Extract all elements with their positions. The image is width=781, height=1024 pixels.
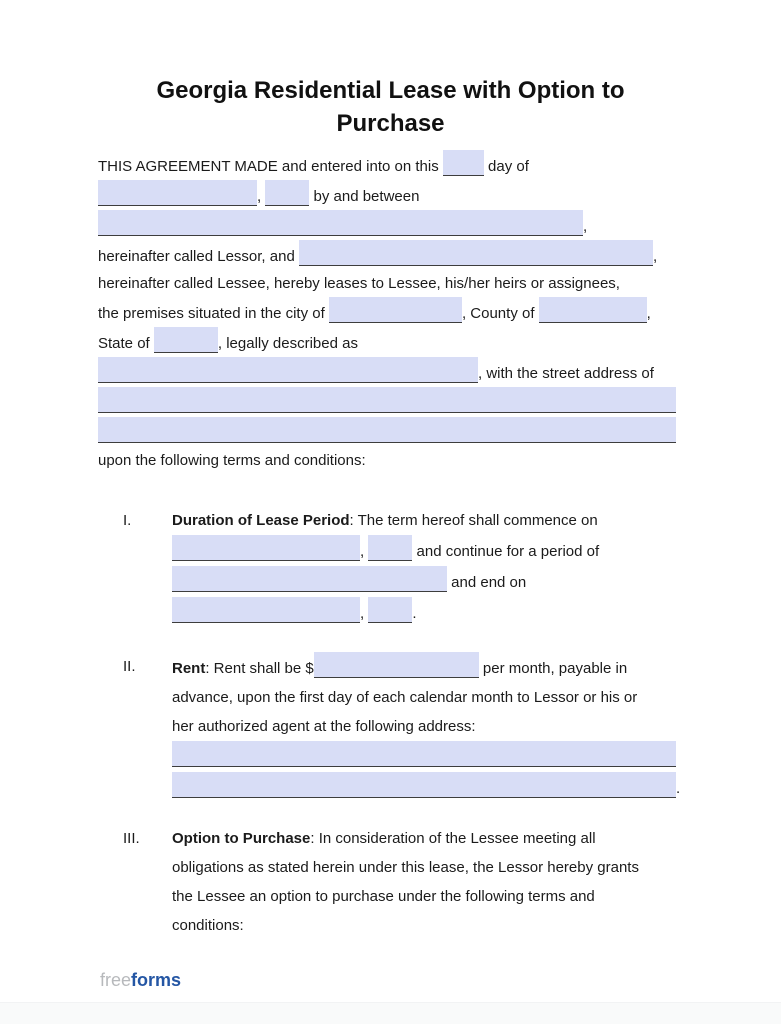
- intro-paragraph: [98, 150, 698, 474]
- option-line-2-text: obligations as stated herein under this lease, the Lessor hereby grants: [172, 859, 639, 876]
- section-rent: [123, 652, 781, 803]
- field-lessor-name[interactable]: [98, 210, 583, 236]
- rent-line-1: [172, 652, 692, 683]
- field-end-year[interactable]: [368, 597, 412, 623]
- section-option-numeral: III.: [123, 830, 140, 847]
- intro-line-4: [98, 240, 698, 270]
- field-payment-address-line-2[interactable]: [172, 772, 676, 798]
- rent-line-5-period: .: [676, 780, 681, 797]
- rent-line-3-text: her authorized agent at the following address:: [172, 718, 476, 735]
- field-street-address-line-2[interactable]: [98, 417, 676, 443]
- section-duration-heading: Duration of Lease Period: [172, 512, 350, 529]
- section-rent-numeral: II.: [123, 658, 136, 675]
- section-option-heading: Option to Purchase: [172, 830, 311, 847]
- duration-line-3: [172, 566, 692, 597]
- option-line-1-text: : In consideration of the Lessee meeting all: [310, 830, 596, 847]
- field-day-of-month[interactable]: [443, 150, 484, 176]
- intro-line-5: [98, 270, 698, 297]
- duration-line-1-text: : The term hereof shall commence on: [349, 512, 598, 529]
- section-duration-numeral: I.: [123, 512, 132, 529]
- intro-line-6-text: the premises situated in the city of: [98, 305, 329, 322]
- intro-line-2: [98, 180, 698, 210]
- freeforms-logo: [100, 970, 181, 991]
- logo-text-free: free: [100, 970, 132, 990]
- intro-line-5-text: hereinafter called Lessee, hereby leases to Lessee, his/her heirs or assignees,: [98, 275, 620, 292]
- section-rent-body: [172, 652, 692, 803]
- section-option-body: [172, 824, 692, 940]
- intro-line-1-text: THIS AGREEMENT MADE and entered into on this: [98, 158, 443, 175]
- section-option: [123, 824, 781, 940]
- option-line-4-text: conditions:: [172, 917, 244, 934]
- field-end-date[interactable]: [172, 597, 360, 623]
- field-monthly-rent[interactable]: [314, 652, 479, 678]
- option-line-1: [172, 824, 692, 853]
- option-line-2: [172, 853, 692, 882]
- intro-line-7: [98, 327, 698, 357]
- intro-line-7-text: State of: [98, 335, 154, 352]
- field-city[interactable]: [329, 297, 462, 323]
- option-line-3: [172, 882, 692, 911]
- intro-line-2-text: by and between: [309, 188, 420, 205]
- rent-line-1-text: : Rent shall be $: [205, 660, 314, 677]
- duration-line-4: [172, 597, 692, 628]
- rent-line-5: [172, 772, 692, 803]
- intro-line-6: [98, 297, 698, 327]
- intro-line-9: [98, 387, 698, 417]
- section-duration-body: [172, 506, 692, 628]
- rent-line-3: [172, 712, 692, 741]
- duration-line-4-period: .: [412, 605, 417, 622]
- field-year[interactable]: [265, 180, 309, 206]
- field-commencement-date[interactable]: [172, 535, 360, 561]
- title-line-2: Purchase: [336, 110, 445, 137]
- field-street-address-line-1[interactable]: [98, 387, 676, 413]
- title-line-1: Georgia Residential Lease with Option to: [156, 77, 625, 104]
- intro-line-4-comma: ,: [652, 248, 658, 265]
- field-commencement-year[interactable]: [368, 535, 412, 561]
- field-county[interactable]: [539, 297, 647, 323]
- intro-line-10: [98, 417, 698, 447]
- duration-line-2-comma: ,: [360, 543, 369, 560]
- rent-line-1-text-after: per month, payable in: [478, 660, 628, 677]
- intro-line-4-text: hereinafter called Lessor, and: [98, 248, 299, 265]
- intro-line-8: [98, 357, 698, 387]
- intro-closing-line: [98, 447, 698, 474]
- rent-line-2: [172, 683, 692, 712]
- option-line-4: [172, 911, 692, 940]
- field-lease-period[interactable]: [172, 566, 447, 592]
- intro-line-6-comma: ,: [646, 305, 651, 322]
- intro-line-2-comma: ,: [257, 188, 266, 205]
- duration-line-2-text: and continue for a period of: [412, 543, 600, 560]
- logo-text-forms: forms: [131, 970, 182, 990]
- intro-line-7-text-after: , legally described as: [217, 335, 358, 352]
- intro-line-1-text-after: day of: [483, 158, 529, 175]
- section-rent-heading: Rent: [172, 660, 206, 677]
- rent-line-2-text: advance, upon the first day of each calendar month to Lessor or his or: [172, 689, 638, 706]
- intro-line-3: [98, 210, 698, 240]
- intro-line-1: [98, 150, 698, 180]
- duration-line-2: [172, 535, 692, 566]
- duration-line-1: [172, 506, 692, 535]
- intro-line-3-comma: ,: [583, 218, 588, 235]
- section-duration: [123, 506, 781, 628]
- intro-line-6-text-mid: , County of: [461, 305, 539, 322]
- field-state[interactable]: [154, 327, 218, 353]
- rent-line-4: [172, 741, 692, 772]
- field-legal-description[interactable]: [98, 357, 478, 383]
- field-payment-address-line-1[interactable]: [172, 741, 676, 767]
- document-title: [0, 74, 781, 140]
- duration-line-3-text: and end on: [447, 574, 527, 591]
- duration-line-4-comma: ,: [360, 605, 369, 622]
- field-lessee-name[interactable]: [299, 240, 653, 266]
- page-bottom-edge: [0, 1002, 781, 1024]
- field-month[interactable]: [98, 180, 257, 206]
- option-line-3-text: the Lessee an option to purchase under the following terms and: [172, 888, 595, 905]
- intro-line-8-text: , with the street address of: [478, 365, 654, 382]
- intro-closing-text: upon the following terms and conditions:: [98, 452, 366, 469]
